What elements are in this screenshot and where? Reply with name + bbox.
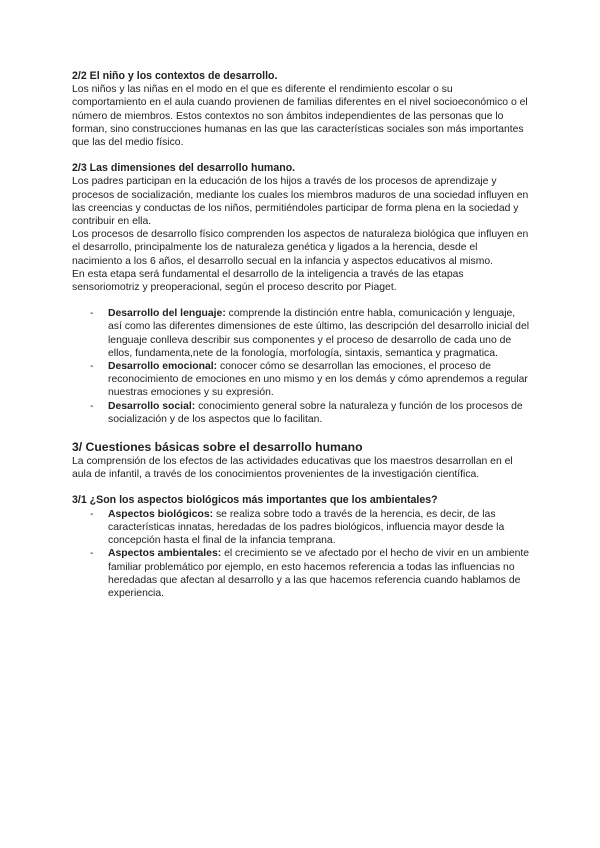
list-item-term: Aspectos biológicos: [108, 508, 214, 520]
section-2-3-paragraph-1: Los padres participan en la educación de los hijos a través de los procesos de aprendizaje y procesos de socialización, mediante los cuales los miembros maduros de una sociedad influyen en las creencias y conductas de los niños, permitiéndoles participar de forma plena en la sociedad y contribuir en ella. [72, 176, 529, 228]
bullet-dash: - [90, 548, 94, 560]
list-item-text: se realiza sobre todo a través de la herencia, es decir, de las características innatas, heredadas de los padres biológicos, influencia mayor desde la concepción hasta el final de la infancia temprana. [108, 508, 505, 547]
list-item-text: conocer cómo se desarrollan las emociones, el proceso de reconocimiento de emociones en uno mismo y en los demás y cómo aprendemos a regular nuestras emociones y su expresión. [108, 361, 528, 399]
list-item-term: Aspectos ambientales: [108, 548, 222, 560]
list-item-social [72, 400, 530, 426]
section-2-2 [72, 70, 530, 149]
list-item-lenguaje [72, 307, 530, 360]
section-3-heading: 3/ Cuestiones básicas sobre el desarrollo humano [72, 440, 363, 455]
document-page [72, 70, 530, 613]
list-item-text: comprende la distinción entre habla, comunicación y lenguaje, así como las diferentes dimensiones de este último, las descripción del desarrollo inicial del lenguaje conlleva describir sus componentes y el proceso de desarrollo de cada uno de ellos, fundamenta,nete de la fonología, morfología, sintaxis, semantica y pragmatica. [108, 308, 530, 359]
list-item-term: Desarrollo social: [108, 400, 196, 412]
section-2-3 [72, 162, 530, 426]
section-3 [72, 440, 530, 481]
bullet-dash: - [90, 308, 94, 320]
list-item-term: Desarrollo emocional: [108, 361, 218, 373]
bullet-dash: - [90, 508, 94, 520]
development-dimensions-list [72, 307, 530, 426]
list-item-biologicos [72, 508, 530, 548]
section-2-3-paragraph-2: Los procesos de desarrollo físico comprenden los aspectos de naturaleza biológica que influyen en el desarrollo, principalmente los de naturaleza genética y ligados a la herencia, desde el nacimiento a los 6 años, el desarrollo secual en la infancia y aspectos educativos al mismo. [72, 229, 529, 267]
aspects-list [72, 508, 530, 600]
bullet-dash: - [90, 361, 94, 373]
section-2-3-paragraph-3: En esta etapa será fundamental el desarrollo de la inteligencia a través de las etapas sensoriomotriz y preoperacional, según el proceso descrito por Piaget. [72, 268, 464, 294]
section-2-2-heading: 2/2 El niño y los contextos de desarrollo. [72, 70, 278, 82]
section-3-1 [72, 494, 530, 600]
list-item-text: el crecimiento se ve afectado por el hecho de vivir en un ambiente familiar problemático por ejemplo, en esto hacemos referencia a todas las influencias no heredadas que afectan al desarrollo y a las que hacemos referencia cuando hablamos de experiencia. [108, 548, 530, 599]
list-item-term: Desarrollo del lenguaje: [108, 308, 226, 320]
section-2-3-heading: 2/3 Las dimensiones del desarrollo humano. [72, 162, 296, 175]
list-item-emocional [72, 360, 530, 400]
bullet-dash: - [90, 400, 94, 412]
section-2-2-body: Los niños y las niñas en el modo en el que es diferente el rendimiento escolar o su comportamiento en el aula cuando provienen de familias diferentes en el nivel socioeconómico o el número de miembros. Estos contextos no son ámbitos independientes de las personas que lo forman, sino construcciones humanas en las que las características sociales son más importantes que las del medio físico. [72, 84, 528, 149]
section-3-1-heading: 3/1 ¿Son los aspectos biológicos más importantes que los ambientales? [72, 494, 438, 507]
list-item-text: conocimiento general sobre la naturaleza y función de los procesos de socialización y de los aspectos que lo facilitan. [108, 400, 523, 425]
list-item-ambientales [72, 547, 530, 600]
section-3-body: La comprensión de los efectos de las actividades educativas que los maestros desarrollan en el aula de infantil, a través de los conocimientos provenientes de la investigación científica. [72, 456, 513, 481]
